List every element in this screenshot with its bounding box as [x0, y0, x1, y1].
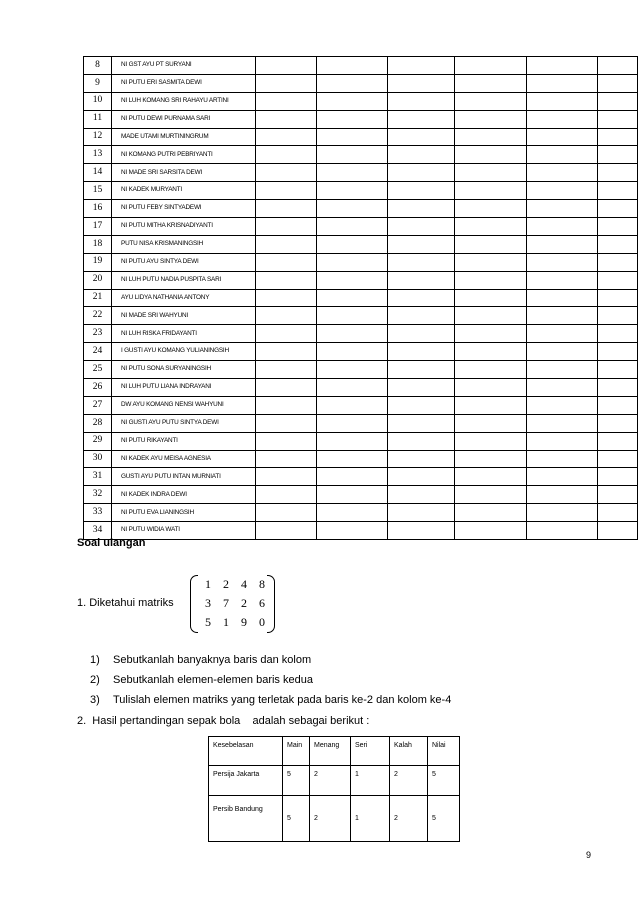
score-cell	[527, 74, 598, 92]
score-cell	[317, 164, 388, 182]
score-cell	[317, 74, 388, 92]
student-name: NI PUTU ERI SASMITA DEWI	[112, 74, 256, 92]
student-name: NI KADEK INDRA DEWI	[112, 486, 256, 504]
student-number: 24	[84, 343, 112, 361]
score-cell	[256, 432, 317, 450]
score-cell	[388, 343, 455, 361]
student-row	[84, 450, 638, 468]
score-cell	[388, 396, 455, 414]
score-cell	[256, 182, 317, 200]
score-cell	[598, 307, 638, 325]
score-cell	[455, 379, 527, 397]
header-seri: Seri	[351, 737, 390, 766]
score-cell	[256, 110, 317, 128]
student-row	[84, 164, 638, 182]
score-cell	[317, 468, 388, 486]
score-cell	[388, 235, 455, 253]
main-value: 5	[283, 796, 310, 842]
score-cell	[256, 468, 317, 486]
score-cell	[388, 522, 455, 540]
matrix	[190, 574, 275, 634]
score-cell	[388, 325, 455, 343]
score-cell	[455, 110, 527, 128]
score-cell	[317, 432, 388, 450]
score-cell	[256, 522, 317, 540]
score-cell	[527, 57, 598, 75]
student-table-body	[84, 57, 638, 540]
score-cell	[455, 57, 527, 75]
score-cell	[388, 57, 455, 75]
student-number: 10	[84, 92, 112, 110]
score-cell	[527, 343, 598, 361]
score-cell	[256, 450, 317, 468]
score-cell	[388, 218, 455, 236]
score-cell	[317, 325, 388, 343]
student-row	[84, 325, 638, 343]
nilai-value: 5	[428, 796, 460, 842]
score-cell	[317, 379, 388, 397]
student-row	[84, 522, 638, 540]
score-cell	[527, 414, 598, 432]
score-cell	[598, 182, 638, 200]
student-row	[84, 361, 638, 379]
score-cell	[388, 253, 455, 271]
question-2-text: 2. Hasil pertandingan sepak bola adalah sebagai berikut :	[77, 715, 370, 727]
matrix-cell: 1	[205, 577, 211, 591]
student-number: 8	[84, 57, 112, 75]
score-cell	[256, 289, 317, 307]
score-cell	[317, 486, 388, 504]
score-cell	[455, 92, 527, 110]
sub-question-number: 1)	[90, 654, 100, 666]
score-cell	[388, 271, 455, 289]
score-cell	[455, 128, 527, 146]
score-cell	[527, 289, 598, 307]
student-name: NI PUTU RIKAYANTI	[112, 432, 256, 450]
score-cell	[455, 450, 527, 468]
score-cell	[598, 164, 638, 182]
team-name: Persib Bandung	[209, 796, 283, 842]
matrix-cell: 2	[223, 577, 229, 591]
score-cell	[388, 74, 455, 92]
seri-value: 1	[351, 766, 390, 796]
student-number: 20	[84, 271, 112, 289]
score-cell	[455, 253, 527, 271]
student-row	[84, 271, 638, 289]
score-cell	[455, 486, 527, 504]
student-number: 14	[84, 164, 112, 182]
score-cell	[256, 57, 317, 75]
student-row	[84, 200, 638, 218]
student-name: NI PUTU AYU SINTYA DEWI	[112, 253, 256, 271]
score-cell	[317, 289, 388, 307]
score-cell	[388, 504, 455, 522]
score-cell	[527, 182, 598, 200]
student-number: 16	[84, 200, 112, 218]
seri-value: 1	[351, 796, 390, 842]
sub-question-text: Sebutkanlah banyaknya baris dan kolom	[113, 654, 312, 666]
score-cell	[455, 343, 527, 361]
student-row	[84, 414, 638, 432]
score-cell	[527, 92, 598, 110]
score-cell	[598, 74, 638, 92]
score-cell	[598, 235, 638, 253]
score-cell	[388, 361, 455, 379]
match-row	[209, 796, 460, 842]
sub-question	[90, 654, 311, 666]
score-cell	[256, 414, 317, 432]
student-row	[84, 253, 638, 271]
score-cell	[455, 218, 527, 236]
student-name: MADE UTAMI MURTININGRUM	[112, 128, 256, 146]
score-cell	[317, 504, 388, 522]
student-name: NI KOMANG PUTRI PEBRIYANTI	[112, 146, 256, 164]
match-row	[209, 766, 460, 796]
student-name: NI PUTU MITHA KRISNADIYANTI	[112, 218, 256, 236]
score-cell	[527, 325, 598, 343]
student-row	[84, 110, 638, 128]
score-cell	[317, 343, 388, 361]
matrix-cell: 0	[259, 615, 265, 629]
score-cell	[598, 218, 638, 236]
score-cell	[527, 522, 598, 540]
student-number: 18	[84, 235, 112, 253]
score-cell	[388, 432, 455, 450]
score-cell	[527, 396, 598, 414]
score-cell	[455, 200, 527, 218]
score-cell	[317, 361, 388, 379]
score-cell	[388, 414, 455, 432]
student-number: 23	[84, 325, 112, 343]
header-nilai: Nilai	[428, 737, 460, 766]
matrix-cell: 3	[205, 596, 211, 610]
student-name: GUSTI AYU PUTU INTAN MURNIATI	[112, 468, 256, 486]
score-cell	[388, 307, 455, 325]
score-cell	[388, 128, 455, 146]
student-name: NI PUTU WIDIA WATI	[112, 522, 256, 540]
student-row	[84, 218, 638, 236]
header-kesebelasan: Kesebelasan	[209, 737, 283, 766]
score-cell	[256, 504, 317, 522]
score-cell	[256, 486, 317, 504]
score-cell	[317, 128, 388, 146]
student-name: AYU LIDYA NATHANIA ANTONY	[112, 289, 256, 307]
score-cell	[317, 396, 388, 414]
score-cell	[455, 146, 527, 164]
score-cell	[256, 361, 317, 379]
score-cell	[527, 379, 598, 397]
student-number: 17	[84, 218, 112, 236]
student-name: PUTU NISA KRISMANINGSIH	[112, 235, 256, 253]
score-cell	[388, 182, 455, 200]
sub-question	[90, 674, 313, 686]
score-cell	[527, 271, 598, 289]
kalah-value: 2	[390, 796, 428, 842]
question-1-text: 1. Diketahui matriks	[77, 597, 174, 609]
score-cell	[317, 307, 388, 325]
student-row	[84, 128, 638, 146]
score-cell	[256, 396, 317, 414]
page-number: 9	[586, 850, 592, 860]
score-cell	[455, 414, 527, 432]
score-cell	[598, 361, 638, 379]
score-cell	[598, 414, 638, 432]
student-row	[84, 289, 638, 307]
header-menang: Menang	[310, 737, 351, 766]
student-number: 19	[84, 253, 112, 271]
team-name: Persija Jakarta	[209, 766, 283, 796]
score-cell	[388, 468, 455, 486]
score-cell	[527, 128, 598, 146]
score-cell	[317, 450, 388, 468]
header-main: Main	[283, 737, 310, 766]
section-title: Soal ulangan	[77, 537, 146, 549]
score-cell	[527, 218, 598, 236]
matrix-cell: 1	[223, 615, 229, 629]
student-number: 26	[84, 379, 112, 397]
score-cell	[598, 504, 638, 522]
score-cell	[598, 92, 638, 110]
student-name: NI PUTU EVA LIANINGSIH	[112, 504, 256, 522]
student-name: NI GUSTI AYU PUTU SINTYA DEWI	[112, 414, 256, 432]
score-cell	[598, 325, 638, 343]
score-cell	[527, 504, 598, 522]
score-cell	[317, 414, 388, 432]
student-name: NI KADEK MURYANTI	[112, 182, 256, 200]
student-number: 15	[84, 182, 112, 200]
matrix-row	[199, 577, 271, 592]
score-cell	[256, 218, 317, 236]
score-cell	[598, 253, 638, 271]
score-cell	[256, 271, 317, 289]
score-cell	[527, 468, 598, 486]
matrix-left-bracket	[190, 575, 198, 633]
student-row	[84, 468, 638, 486]
score-cell	[527, 146, 598, 164]
score-cell	[256, 307, 317, 325]
menang-value: 2	[310, 766, 351, 796]
score-cell	[598, 468, 638, 486]
student-row	[84, 432, 638, 450]
score-cell	[598, 128, 638, 146]
score-cell	[256, 164, 317, 182]
student-number: 22	[84, 307, 112, 325]
score-cell	[527, 307, 598, 325]
score-cell	[388, 92, 455, 110]
score-cell	[455, 396, 527, 414]
score-cell	[317, 182, 388, 200]
score-cell	[388, 289, 455, 307]
score-cell	[455, 325, 527, 343]
score-cell	[388, 110, 455, 128]
score-cell	[256, 74, 317, 92]
student-name: NI PUTU FEBY SINTYADEWI	[112, 200, 256, 218]
student-number: 28	[84, 414, 112, 432]
score-cell	[598, 522, 638, 540]
score-cell	[455, 271, 527, 289]
student-row	[84, 92, 638, 110]
score-cell	[455, 504, 527, 522]
score-cell	[455, 361, 527, 379]
menang-value: 2	[310, 796, 351, 842]
student-name: NI MADE SRI SARSITA DEWI	[112, 164, 256, 182]
student-row	[84, 182, 638, 200]
student-number: 29	[84, 432, 112, 450]
kalah-value: 2	[390, 766, 428, 796]
score-cell	[455, 74, 527, 92]
student-row	[84, 307, 638, 325]
student-row	[84, 379, 638, 397]
student-row	[84, 57, 638, 75]
score-cell	[388, 200, 455, 218]
student-name: I GUSTI AYU KOMANG YULIANINGSIH	[112, 343, 256, 361]
score-cell	[317, 146, 388, 164]
student-row	[84, 74, 638, 92]
score-cell	[256, 200, 317, 218]
student-number: 34	[84, 522, 112, 540]
student-row	[84, 504, 638, 522]
matrix-row	[199, 596, 271, 611]
matrix-cell: 7	[223, 596, 229, 610]
student-row	[84, 343, 638, 361]
score-cell	[256, 92, 317, 110]
score-cell	[317, 218, 388, 236]
student-row	[84, 235, 638, 253]
score-cell	[256, 235, 317, 253]
sub-question-text: Tulislah elemen matriks yang terletak pada baris ke-2 dan kolom ke-4	[113, 694, 452, 706]
student-name: NI KADEK AYU MEISA AGNESIA	[112, 450, 256, 468]
score-cell	[598, 110, 638, 128]
score-cell	[455, 182, 527, 200]
score-cell	[527, 164, 598, 182]
score-cell	[598, 57, 638, 75]
matrix-cell: 9	[241, 615, 247, 629]
score-cell	[598, 200, 638, 218]
score-cell	[598, 379, 638, 397]
score-cell	[317, 235, 388, 253]
student-name: NI MADE SRI WAHYUNI	[112, 307, 256, 325]
score-cell	[388, 450, 455, 468]
student-name: NI PUTU DEWI PURNAMA SARI	[112, 110, 256, 128]
score-cell	[388, 486, 455, 504]
student-table	[83, 56, 638, 540]
score-cell	[598, 450, 638, 468]
score-cell	[256, 325, 317, 343]
score-cell	[317, 57, 388, 75]
student-name: NI GST AYU PT SURYANI	[112, 57, 256, 75]
student-number: 25	[84, 361, 112, 379]
student-name: NI LUH PUTU NADIA PUSPITA SARI	[112, 271, 256, 289]
student-name: NI PUTU SONA SURYANINGSIH	[112, 361, 256, 379]
score-cell	[527, 450, 598, 468]
score-cell	[455, 432, 527, 450]
student-row	[84, 396, 638, 414]
score-cell	[527, 235, 598, 253]
score-cell	[455, 522, 527, 540]
score-cell	[256, 253, 317, 271]
score-cell	[598, 289, 638, 307]
score-cell	[317, 271, 388, 289]
sub-question	[90, 694, 451, 706]
score-cell	[598, 432, 638, 450]
score-cell	[256, 128, 317, 146]
student-row	[84, 146, 638, 164]
score-cell	[388, 164, 455, 182]
student-number: 30	[84, 450, 112, 468]
score-cell	[256, 146, 317, 164]
score-cell	[317, 110, 388, 128]
matrix-cell: 4	[241, 577, 247, 591]
student-number: 21	[84, 289, 112, 307]
student-number: 32	[84, 486, 112, 504]
score-cell	[455, 235, 527, 253]
score-cell	[527, 200, 598, 218]
main-value: 5	[283, 766, 310, 796]
student-number: 12	[84, 128, 112, 146]
score-cell	[598, 396, 638, 414]
student-name: NI LUH RISKA FRIDAYANTI	[112, 325, 256, 343]
sub-question-text: Sebutkanlah elemen-elemen baris kedua	[113, 674, 313, 686]
match-header-row	[209, 737, 460, 766]
student-name: NI LUH PUTU LIANA INDRAYANI	[112, 379, 256, 397]
student-number: 27	[84, 396, 112, 414]
score-cell	[455, 164, 527, 182]
score-cell	[256, 379, 317, 397]
student-number: 11	[84, 110, 112, 128]
score-cell	[317, 92, 388, 110]
sub-question-number: 2)	[90, 674, 100, 686]
score-cell	[527, 486, 598, 504]
student-row	[84, 486, 638, 504]
matrix-cell: 2	[241, 596, 247, 610]
score-cell	[598, 271, 638, 289]
student-number: 9	[84, 74, 112, 92]
score-cell	[317, 522, 388, 540]
score-cell	[527, 361, 598, 379]
matrix-cell: 8	[259, 577, 265, 591]
nilai-value: 5	[428, 766, 460, 796]
score-cell	[256, 343, 317, 361]
matrix-cell: 5	[205, 615, 211, 629]
score-cell	[455, 468, 527, 486]
score-cell	[388, 146, 455, 164]
student-name: NI LUH KOMANG SRI RAHAYU ARTINI	[112, 92, 256, 110]
score-cell	[527, 253, 598, 271]
header-kalah: Kalah	[390, 737, 428, 766]
score-cell	[527, 110, 598, 128]
matrix-row	[199, 615, 271, 630]
matrix-cell: 6	[259, 596, 265, 610]
score-cell	[598, 343, 638, 361]
score-cell	[317, 253, 388, 271]
score-cell	[455, 307, 527, 325]
score-cell	[317, 200, 388, 218]
student-name: DW AYU KOMANG NENSI WAHYUNI	[112, 396, 256, 414]
match-results-table	[208, 736, 460, 842]
score-cell	[598, 486, 638, 504]
score-cell	[527, 432, 598, 450]
student-number: 13	[84, 146, 112, 164]
student-number: 33	[84, 504, 112, 522]
sub-question-number: 3)	[90, 694, 100, 706]
score-cell	[388, 379, 455, 397]
student-number: 31	[84, 468, 112, 486]
score-cell	[455, 289, 527, 307]
score-cell	[598, 146, 638, 164]
